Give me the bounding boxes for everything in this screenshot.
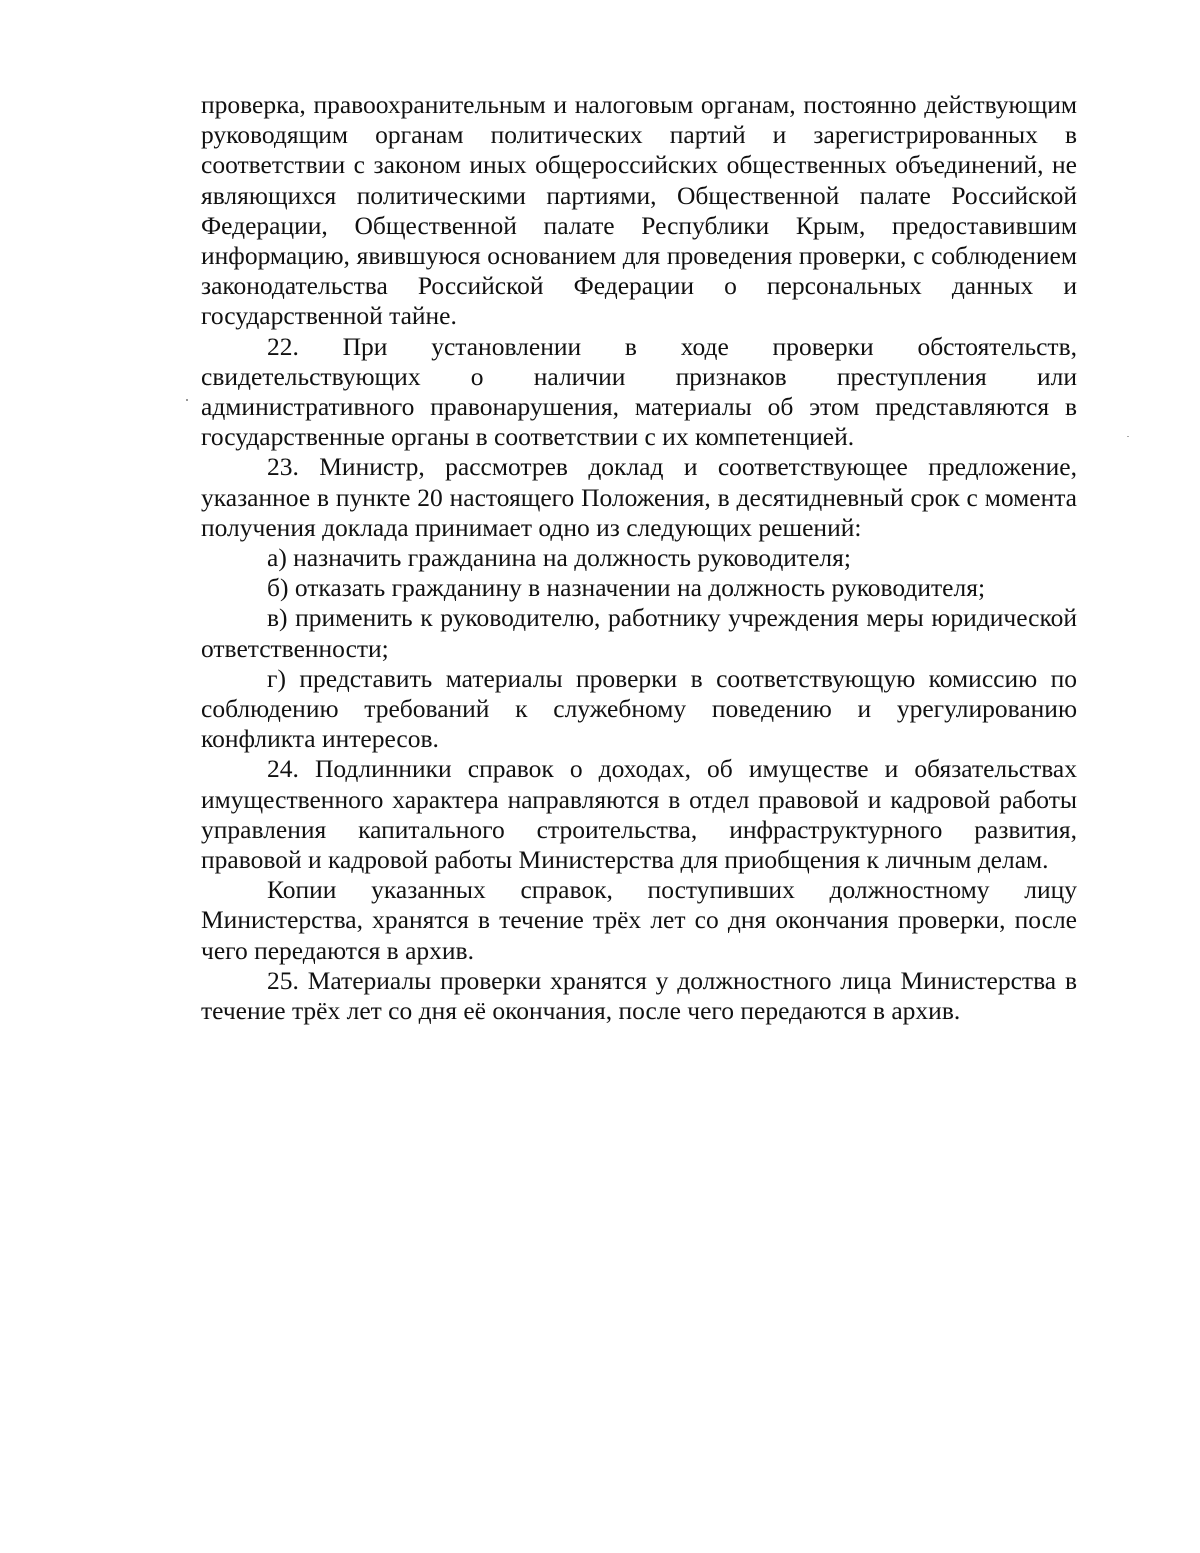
- paragraph-23-g: г) представить материалы проверки в соответствующую комиссию по соблюдению требований к служебному поведению и урегулированию конфликта интересов.: [201, 663, 1077, 754]
- paragraph-24-copies: Копии указанных справок, поступивших должностному лицу Министерства, хранятся в течение трёх лет со дня окончания проверки, после чего передаются в архив.: [201, 875, 1077, 965]
- paragraph-24: 24. Подлинники справок о доходах, об имуществе и обязательствах имущественного характера направляются в отдел правовой и кадровой работы управления капитального строительства, инфраструктурного развития, правовой и кадровой работы Министерства для приобщения к личным делам.: [201, 754, 1077, 875]
- paragraph-23-a: а) назначить гражданина на должность руководителя;: [267, 543, 851, 573]
- paragraph-22: 22. При установлении в ходе проверки обстоятельств, свидетельствующих о наличии признаков преступления или административного правонарушения, материалы об этом представляются в государственные органы в соответствии с их компетенцией.: [201, 331, 1077, 452]
- scan-speck: [186, 399, 188, 401]
- scan-speck: [1127, 436, 1129, 437]
- paragraph-25: 25. Материалы проверки хранятся у должностного лица Министерства в течение трёх лет со дня её окончания, после чего передаются в архив.: [201, 965, 1077, 1026]
- paragraph-23: 23. Министр, рассмотрев доклад и соответствующее предложение, указанное в пункте 20 настоящего Положения, в десятидневный срок с момента получения доклада принимает одно из следующих решений:: [201, 452, 1077, 542]
- paragraph-23-v: в) применить к руководителю, работнику учреждения меры юридической ответственности;: [201, 603, 1077, 663]
- paragraph-23-b: б) отказать гражданину в назначении на должность руководителя;: [267, 573, 986, 603]
- paragraph-continuation: проверка, правоохранительным и налоговым органам, постоянно действующим руководящим органам политических партий и зарегистрированных в соответствии с законом иных общероссийских общественных объединений, не являющихся политическими партиями, Общественной палате Российской Федерации, Общественной палате Республики Крым, предоставившим информацию, явившуюся основанием для проведения проверки, с соблюдением законодательства Российской Федерации о персональных данных и государственной тайне.: [201, 90, 1077, 331]
- document-body: [201, 90, 1077, 1026]
